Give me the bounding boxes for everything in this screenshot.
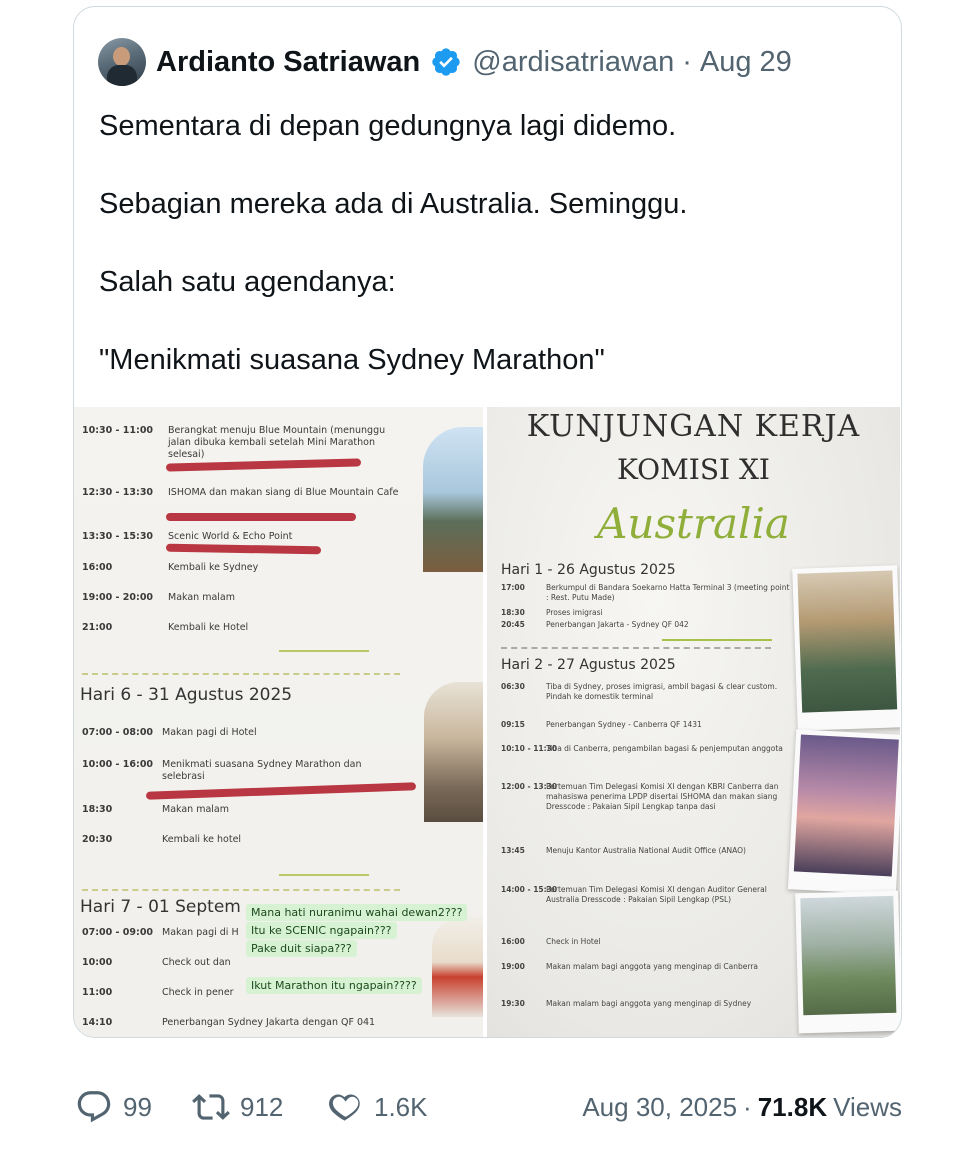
media-grid — [74, 407, 900, 1038]
tweet-date[interactable]: Aug 30, 2025 — [582, 1091, 738, 1122]
flyer-script-title: Australia — [597, 499, 790, 548]
quoted-tweet-card[interactable] — [73, 6, 902, 1038]
canberra-aerial-photo — [795, 891, 900, 1034]
tweet-paragraph: Sementara di depan gedungnya lagi didemo. — [99, 110, 677, 142]
tweet-paragraph: Salah satu agendanya: — [99, 266, 396, 298]
like-count: 1.6K — [374, 1091, 428, 1122]
views-label: Views — [833, 1091, 902, 1122]
flyer-subtitle: KOMISI XI — [617, 453, 770, 486]
handle[interactable]: @ardisatriawan — [472, 45, 675, 78]
views-count[interactable]: 71.8K — [757, 1091, 828, 1122]
day-title: Hari 7 - 01 Septem — [80, 897, 241, 917]
divider — [82, 889, 400, 891]
day-title: Hari 1 - 26 Agustus 2025 — [501, 562, 676, 578]
tweet-meta — [582, 1085, 902, 1129]
highlight-stroke — [166, 513, 356, 521]
comment-overlay: Itu ke SCENIC ngapain??? — [246, 922, 397, 939]
tweet-paragraph: Sebagian mereka ada di Australia. Seminggu. — [99, 188, 688, 220]
divider — [82, 673, 400, 675]
quoted-date[interactable]: Aug 29 — [699, 45, 792, 78]
divider — [662, 639, 772, 641]
balloon-photo — [792, 565, 900, 731]
itinerary-image-right[interactable]: KUNJUNGAN KERJA KOMISI XI Australia Hari 1 - 26 Agustus 2025 17:00 Berkumpul di Bandara Soekarno Hatta Terminal 3 (meeting point : Rest. Putu Made) 18:30 Proses imigrasi 20:45 Penerbangan Jakarta - Sydney QF 042 Hari 2 - 27 Agustus 2025 06:30 Tiba di Sydney, proses imigrasi, ambil bagasi & clear custom. Pindah ke domestik terminal 09:15 Penerbangan Sydney - Canberra QF 1431 10:10 - 11:30 Tiba di Canberra, pengambilan bagasi & penjemputan anggota 12:00 - 13:30 Pertemuan Tim Delegasi Komisi XI dengan KBRI Canberra dan mahasiswa penerima LPDP disertai ISHOMA dan makan siang Dresscode : Pakaian Sipil Lengkap tanpa dasi 13:45 Menuju Kantor Australia National Audit Office (ANAO) 14:00 - 15:30 Pertemuan Tim Delegasi Komisi XI dengan Auditor General Australia Dresscode : Pakaian Sipil Lengkap (PSL) 16:00 Check in Hotel 19:00 Makan malam bagi anggota yang menginap di Canberra 19:30 Makan malam bagi anggota yang menginap di Sydney — [487, 407, 900, 1038]
repost-icon — [192, 1088, 230, 1126]
separator-dot: · — [743, 1091, 752, 1122]
repost-button[interactable] — [192, 1085, 283, 1129]
repost-count: 912 — [240, 1091, 284, 1122]
tweet-actions-bar — [0, 1085, 970, 1129]
highlight-stroke — [166, 544, 321, 555]
separator-dot: · — [682, 45, 692, 78]
reply-icon — [75, 1088, 113, 1126]
like-button[interactable] — [326, 1085, 428, 1129]
divider — [501, 647, 771, 649]
itinerary-image-left[interactable]: 10:30 - 11:00 Berangkat menuju Blue Mountain (menunggu jalan dibuka kembali setelah Mini Marathon selesai) 12:30 - 13:30 ISHOMA dan makan siang di Blue Mountain Cafe 13:30 - 15:30 Scenic World & Echo Point 16:00 Kembali ke Sydney 19:00 - 20:00 Makan malam 21:00 Kembali ke Hotel Hari 6 - 31 Agustus 2025 07:00 - 08:00 Makan pagi di Hotel 10:00 - 16:00 Menikmati suasana Sydney Marathon dan selebrasi 18:30 Makan malam 20:30 Kembali ke hotel Hari 7 - 01 Septem 07:00 - 09:00 Makan pagi di H 10:00 Check out dan 11:00 Check in pener 14:10 Penerbangan Sydney Jakarta dengan QF 041 Mana hati nuranimu wahai dewan2??? Itu ke SCENIC ngapain??? Pake duit siapa??? Ikut Marathon itu ngapain???? — [74, 407, 483, 1038]
tweet-paragraph: "Menikmati suasana Sydney Marathon" — [99, 344, 605, 376]
verified-badge-icon — [430, 46, 462, 78]
airplane-photo — [432, 917, 483, 1017]
heart-icon — [326, 1088, 364, 1126]
parliament-photo — [788, 729, 900, 894]
quoted-tweet-header — [98, 37, 792, 87]
comment-overlay: Ikut Marathon itu ngapain???? — [246, 977, 422, 994]
display-name[interactable]: Ardianto Satriawan — [156, 45, 421, 78]
comment-overlay: Pake duit siapa??? — [246, 940, 357, 957]
avatar[interactable] — [98, 38, 146, 86]
day-title: Hari 2 - 27 Agustus 2025 — [501, 657, 676, 673]
sydney-opera-photo — [424, 682, 483, 822]
flyer-title: KUNJUNGAN KERJA — [526, 409, 861, 444]
comment-overlay: Mana hati nuranimu wahai dewan2??? — [246, 904, 467, 921]
highlight-stroke — [146, 782, 416, 799]
reply-count: 99 — [123, 1091, 152, 1122]
reply-button[interactable] — [75, 1085, 152, 1129]
quoted-tweet-text — [99, 107, 879, 419]
divider — [279, 874, 369, 876]
blue-mountain-photo — [423, 427, 483, 572]
divider — [279, 650, 369, 652]
day-title: Hari 6 - 31 Agustus 2025 — [80, 685, 293, 705]
